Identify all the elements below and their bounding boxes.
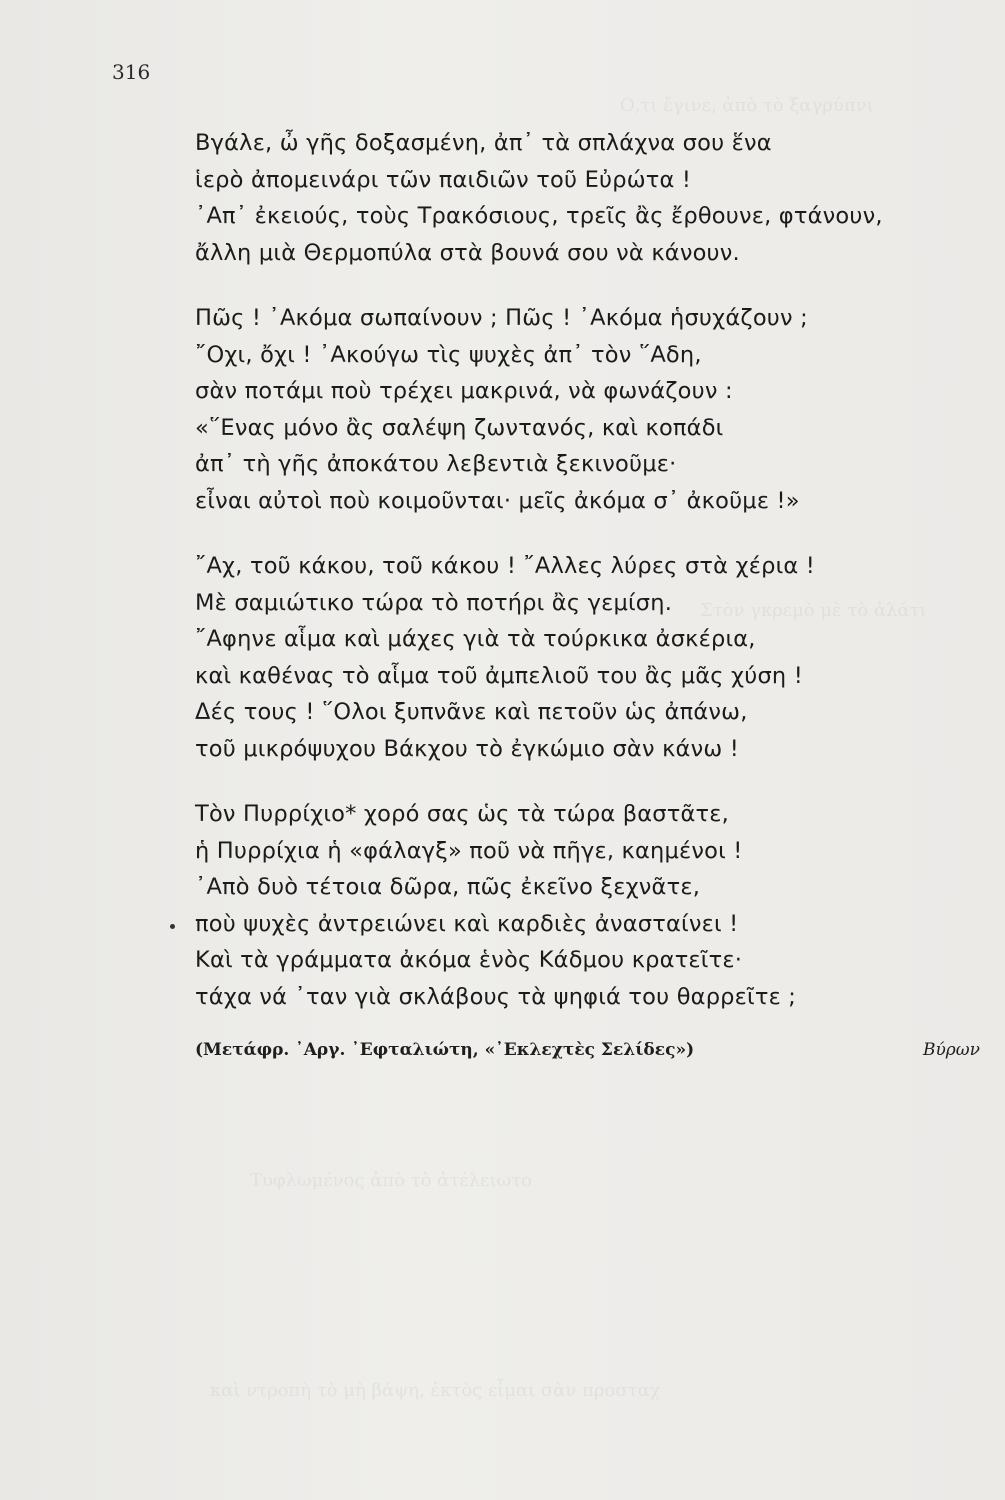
poem-line: ἡ Πυρρίχια ἡ «φάλαγξ» ποῦ νὰ πῆγε, καημένοι !: [195, 837, 743, 864]
poem-line: ἀπ᾽ τὴ γῆς ἀποκάτου λεβεντιὰ ξεκινοῦμε·: [195, 451, 677, 477]
poem-line: Πῶς ! ᾽Ακόμα σωπαίνουν ; Πῶς ! ᾽Ακόμα ἡσυχάζουν ;: [195, 305, 808, 331]
bleed-through-text: Στὸν γκρεμὸ μὲ τὸ ἀλάτι: [700, 600, 927, 621]
poem-line: Καὶ τὰ γράμματα ἀκόμα ἑνὸς Κάδμου κρατεῖτε·: [195, 947, 743, 973]
poem: [195, 125, 975, 1044]
poem-line: Τὸν Πυρρίχιο* χορό σας ὡς τὰ τώρα βαστᾶτε,: [195, 801, 730, 827]
stray-mark: [170, 924, 175, 929]
poem-line: ῎Οχι, ὄχι ! ᾽Ακούγω τὶς ψυχὲς ἀπ᾽ τὸν ῞Αδη,: [195, 341, 702, 368]
poem-line: ῎Αχ, τοῦ κάκου, τοῦ κάκου ! ῎Αλλες λύρες στὰ χέρια !: [195, 553, 815, 579]
bleed-through-text: καὶ ντροπὴ τὸ μὴ βάψη, ἐκτὸς εἶμαι σὰν προσταχ: [210, 1380, 661, 1401]
poem-line: ἱερὸ ἀπομεινάρι τῶν παιδιῶν τοῦ Εὐρώτα !: [195, 166, 692, 193]
poem-line: «῞Ενας μόνο ἂς σαλέψη ζωντανός, καὶ κοπάδι: [195, 414, 724, 441]
stanza-2: [195, 300, 975, 519]
poem-line: Μὲ σαμιώτικο τώρα τὸ ποτήρι ἂς γεμίση.: [195, 589, 673, 616]
stanza-4: [195, 796, 975, 1015]
poem-line: Δές τους ! ῞Ολοι ξυπνᾶνε καὶ πετοῦν ὡς ἀπάνω,: [195, 699, 748, 725]
poem-line: ἄλλη μιὰ Θερμοπύλα στὰ βουνά σου νὰ κάνουν.: [195, 239, 740, 266]
poem-line: τάχα νά ᾽ταν γιὰ σκλάβους τὰ ψηφιά του θαρρεῖτε ;: [195, 983, 797, 1010]
poem-line: ᾽Απὸ δυὸ τέτοια δῶρα, πῶς ἐκεῖνο ξεχνᾶτε,: [195, 874, 701, 900]
author-name: Βύρων: [922, 1040, 980, 1060]
bleed-through-text: Ο,τι ἔγινε, ἀπὸ τὸ ξαγρύπνι: [620, 95, 874, 116]
poem-line: σὰν ποτάμι ποὺ τρέχει μακρινά, νὰ φωνάζουν :: [195, 378, 733, 404]
poem-line: εἶναι αὐτοὶ ποὺ κοιμοῦνται· μεῖς ἀκόμα σ᾽ ἀκοῦμε !»: [195, 487, 800, 514]
stanza-3: [195, 548, 975, 767]
poem-line: Βγάλε, ὦ γῆς δοξασμένη, ἀπ᾽ τὰ σπλάχνα σου ἕνα: [195, 130, 772, 156]
poem-line: ποὺ ψυχὲς ἀντρειώνει καὶ καρδιὲς ἀνασταίνει !: [195, 910, 739, 937]
bleed-through-text: Τυφλωμένος ἀπὸ τὸ ἀτέλειωτο: [250, 1170, 533, 1191]
poem-line: ῎Αφηνε αἷμα καὶ μάχες γιὰ τὰ τούρκικα ἀσκέρια,: [195, 626, 756, 652]
translation-credit: (Μετάφρ. ᾽Αργ. ᾽Εφταλιώτη, «᾽Εκλεχτὲς Σελίδες»): [195, 1040, 695, 1060]
poem-line: τοῦ μικρόψυχου Βάκχου τὸ ἐγκώμιο σὰν κάνω !: [195, 735, 739, 762]
poem-line: καὶ καθένας τὸ αἷμα τοῦ ἀμπελιοῦ του ἂς μᾶς χύση !: [195, 662, 803, 689]
stanza-1: [195, 125, 975, 271]
poem-line: ᾽Απ᾽ ἐκειούς, τοὺς Τρακόσιους, τρεῖς ἂς ἔρθουνε, φτάνουν,: [195, 203, 883, 229]
page-number: 316: [112, 60, 151, 84]
